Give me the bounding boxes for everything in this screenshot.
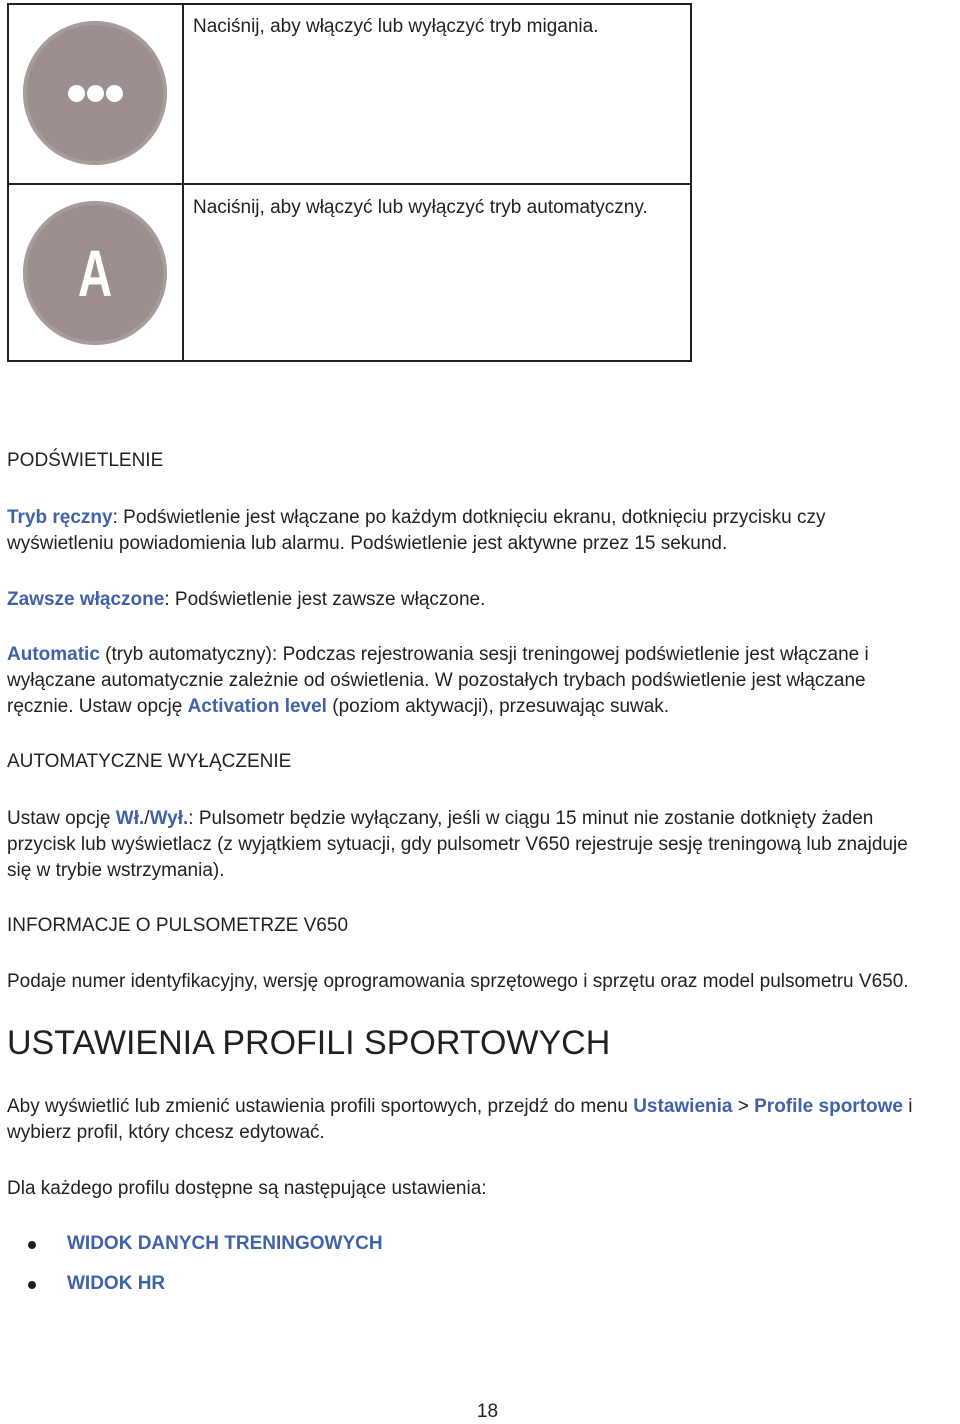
option-on: Wł. [115, 808, 145, 829]
dots-glyph [68, 85, 124, 103]
section-heading-auto-off: AUTOMATYCZNE WYŁĄCZENIE [7, 751, 292, 772]
backlight-manual-paragraph: Tryb ręczny: Podświetlenie jest włączane po każdym dotknięciu ekranu, dotknięciu przycisku czy wyświetleniu powiadomienia lub alarmu. Podświetlenie jest aktywne przez 15 sekund. [7, 507, 826, 554]
menu-settings-link: Ustawienia [633, 1096, 733, 1117]
manual-mode-label: Tryb ręczny [7, 507, 113, 528]
sport-profiles-intro: Aby wyświetlić lub zmienić ustawienia profili sportowych, przejdź do menu Ustawienia > Profile sportowe i wybierz profil, który chcesz edytować. [7, 1096, 913, 1143]
bullet-icon [28, 1281, 36, 1289]
more-dots-icon [23, 21, 167, 165]
icon-table [7, 3, 692, 362]
auto-mode-letter: A [77, 236, 113, 310]
option-off: Wył. [149, 808, 189, 829]
table-row-text: Naciśnij, aby włączyć lub wyłączyć tryb migania. [193, 16, 599, 37]
auto-off-paragraph: Ustaw opcję Wł./Wył.: Pulsometr będzie wyłączany, jeśli w ciągu 15 minut nie zostanie dotknięty żaden przycisk lub wyświetlacz (z wyjątkiem sytuacji, gdy pulsometr V650 rejestruje sesję treningową lub znajduje się w trybie wstrzymania). [7, 808, 908, 881]
backlight-always-on-paragraph: Zawsze włączone: Podświetlenie jest zawsze włączone. [7, 589, 486, 610]
auto-mode-icon [23, 201, 167, 345]
bullet-icon [28, 1241, 36, 1249]
automatic-label: Automatic [7, 644, 100, 665]
always-on-label: Zawsze włączone [7, 589, 165, 610]
page-number: 18 [476, 1401, 499, 1422]
activation-level-option: Activation level [187, 696, 327, 717]
table-row-divider [9, 183, 690, 185]
backlight-automatic-paragraph: Automatic (tryb automatyczny): Podczas rejestrowania sesji treningowej podświetlenie jest włączane i wyłączane automatycznie zależnie od oświetlenia. W pozostałych trybach podświetlenie jest włączane ręcznie. Ustaw opcję Activation level (poziom aktywacji), przesuwając suwak. [7, 644, 869, 717]
list-item-label: WIDOK DANYCH TRENINGOWYCH [67, 1233, 383, 1254]
menu-sport-profiles-link: Profile sportowe [754, 1096, 903, 1117]
table-row-text: Naciśnij, aby włączyć lub wyłączyć tryb automatyczny. [193, 197, 648, 218]
section-heading-info: INFORMACJE O PULSOMETRZE V650 [7, 915, 349, 936]
list-item-label: WIDOK HR [67, 1273, 166, 1294]
sport-profiles-list-intro: Dla każdego profilu dostępne są następujące ustawienia: [7, 1178, 487, 1199]
info-paragraph: Podaje numer identyfikacyjny, wersję oprogramowania sprzętowego i sprzętu oraz model pulsometru V650. [7, 971, 909, 992]
section-heading-backlight: PODŚWIETLENIE [7, 450, 164, 471]
page-title-sport-profiles: USTAWIENIA PROFILI SPORTOWYCH [7, 1024, 611, 1062]
